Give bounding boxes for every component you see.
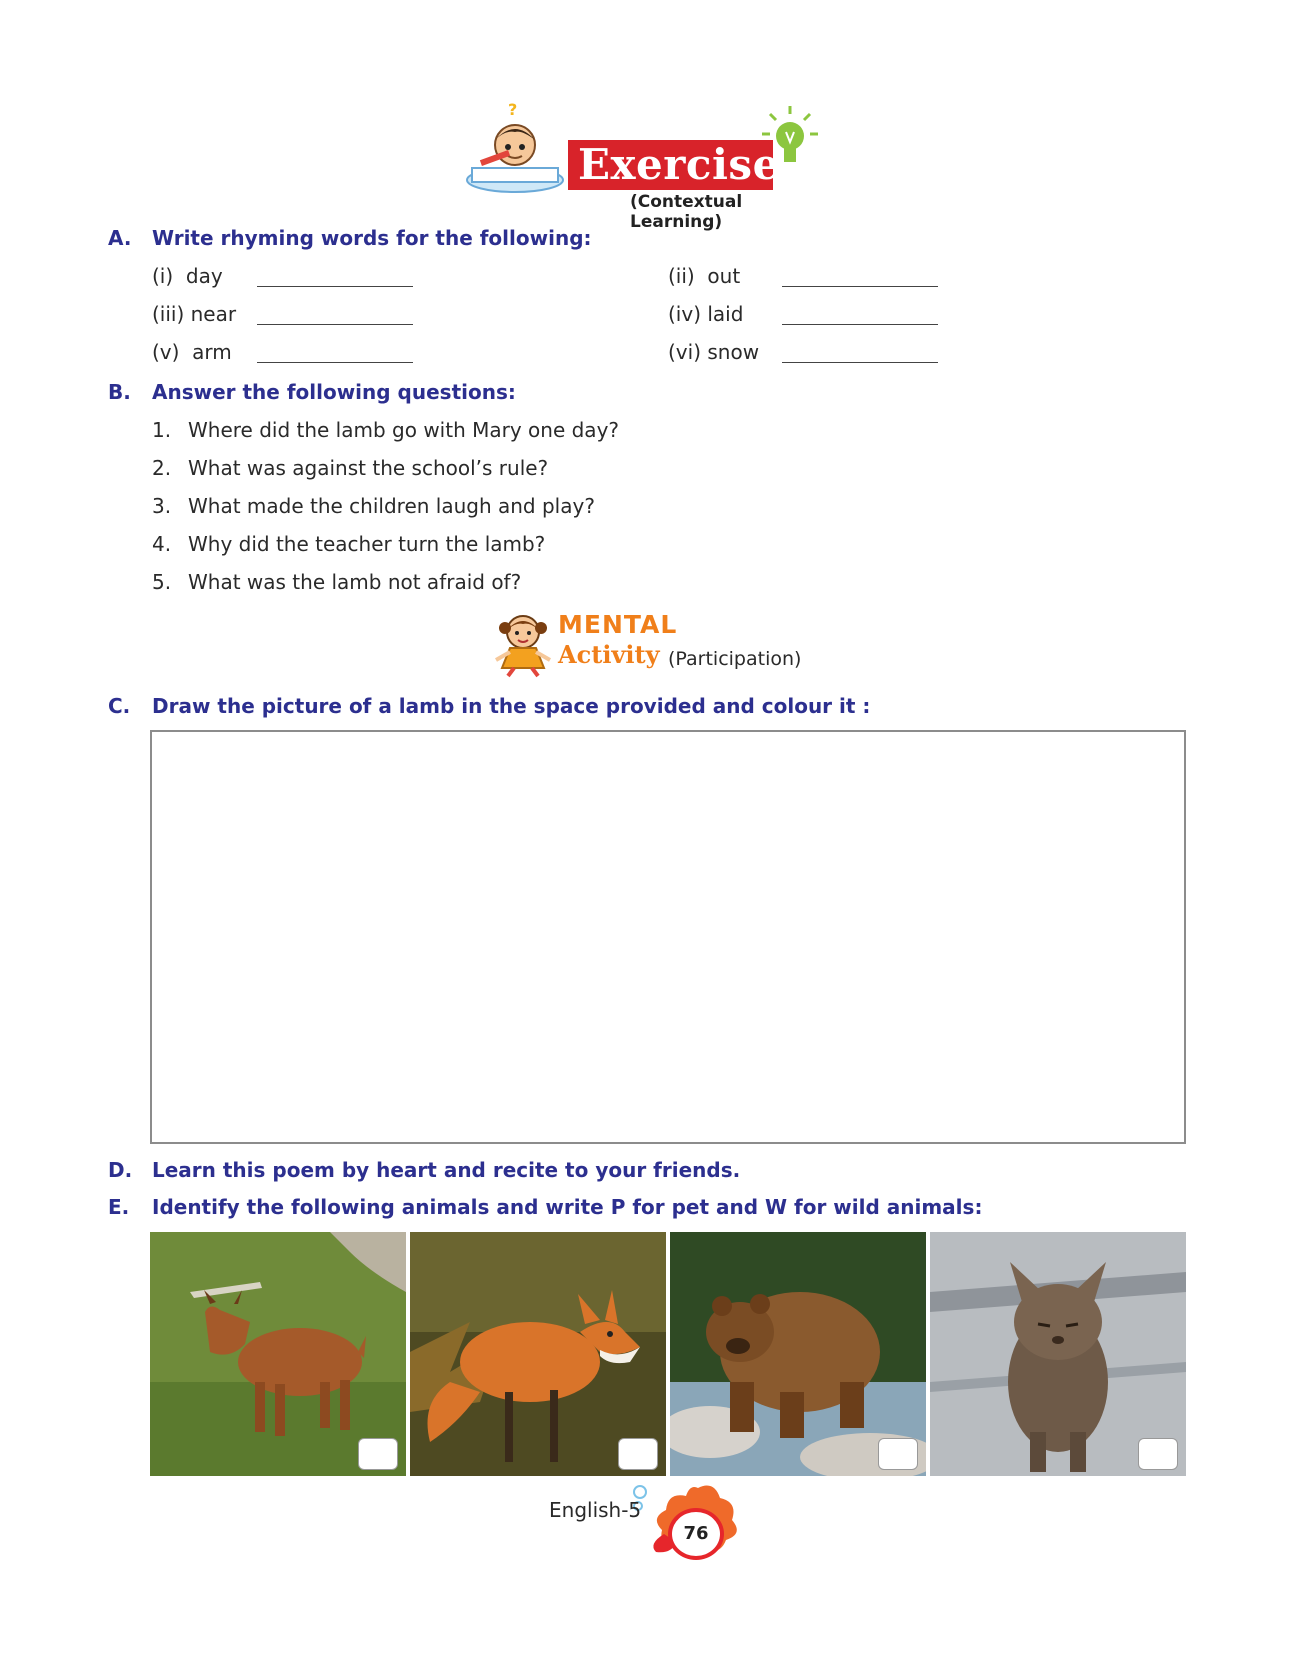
- section-d-title: Learn this poem by heart and recite to your friends.: [152, 1158, 741, 1182]
- rhyme-item-out: (ii) out: [668, 264, 741, 288]
- lightbulb-icon: [760, 104, 820, 174]
- participation-note: (Participation): [668, 648, 802, 670]
- fox-image: [410, 1232, 666, 1476]
- rhyme-item-laid: (iv) laid: [668, 302, 744, 326]
- question-text: Why did the teacher turn the lamb?: [188, 532, 546, 556]
- question-number: 1.: [152, 418, 172, 442]
- pet-or-wild-answer-box[interactable]: [358, 1438, 398, 1470]
- pet-or-wild-answer-box[interactable]: [618, 1438, 658, 1470]
- section-b-letter: B.: [108, 380, 131, 404]
- rhyme-item-snow: (vi) snow: [668, 340, 760, 364]
- exercise-title: Exercise: [568, 140, 773, 190]
- question-number: 5.: [152, 570, 172, 594]
- exercise-subtitle: (Contextual Learning): [630, 192, 743, 232]
- mental-title: MENTAL: [558, 610, 678, 639]
- pet-or-wild-answer-box[interactable]: [1138, 1438, 1178, 1470]
- svg-text:?: ?: [508, 100, 518, 119]
- rhyme-answer-line[interactable]: [782, 286, 938, 287]
- section-e-letter: E.: [108, 1195, 130, 1219]
- question-number: 2.: [152, 456, 172, 480]
- section-d-letter: D.: [108, 1158, 133, 1182]
- cat-image: [930, 1232, 1186, 1476]
- section-c-title: Draw the picture of a lamb in the space provided and colour it :: [152, 694, 871, 718]
- section-a-letter: A.: [108, 226, 132, 250]
- drawing-area[interactable]: [150, 730, 1186, 1144]
- rhyme-answer-line[interactable]: [782, 362, 938, 363]
- mental-activity-header: [490, 612, 820, 682]
- page-footer: [520, 1478, 760, 1558]
- rhyme-answer-line[interactable]: [257, 362, 413, 363]
- section-b-title: Answer the following questions:: [152, 380, 516, 404]
- rhyme-answer-line[interactable]: [782, 324, 938, 325]
- page-number: 76: [668, 1508, 724, 1560]
- section-c-letter: C.: [108, 694, 131, 718]
- question-text: What was against the school’s rule?: [188, 456, 549, 480]
- rhyme-answer-line[interactable]: [257, 286, 413, 287]
- goat-image: [150, 1232, 406, 1476]
- section-a-title: Write rhyming words for the following:: [152, 226, 592, 250]
- book-title: English-5: [549, 1498, 642, 1522]
- girl-cartoon-icon: [490, 612, 556, 678]
- question-text: What was the lamb not afraid of?: [188, 570, 522, 594]
- pet-or-wild-answer-box[interactable]: [878, 1438, 918, 1470]
- rhyme-item-near: (iii) near: [152, 302, 237, 326]
- rhyme-item-arm: (v) arm: [152, 340, 232, 364]
- activity-title: Activity: [558, 640, 660, 669]
- section-e-title: Identify the following animals and write P for pet and W for wild animals:: [152, 1195, 983, 1219]
- bear-image: [670, 1232, 926, 1476]
- rhyme-item-day: (i) day: [152, 264, 223, 288]
- question-number: 4.: [152, 532, 172, 556]
- question-text: Where did the lamb go with Mary one day?: [188, 418, 620, 442]
- question-number: 3.: [152, 494, 172, 518]
- boy-reading-icon: [460, 100, 570, 200]
- exercise-header: [460, 100, 840, 232]
- rhyme-answer-line[interactable]: [257, 324, 413, 325]
- question-text: What made the children laugh and play?: [188, 494, 595, 518]
